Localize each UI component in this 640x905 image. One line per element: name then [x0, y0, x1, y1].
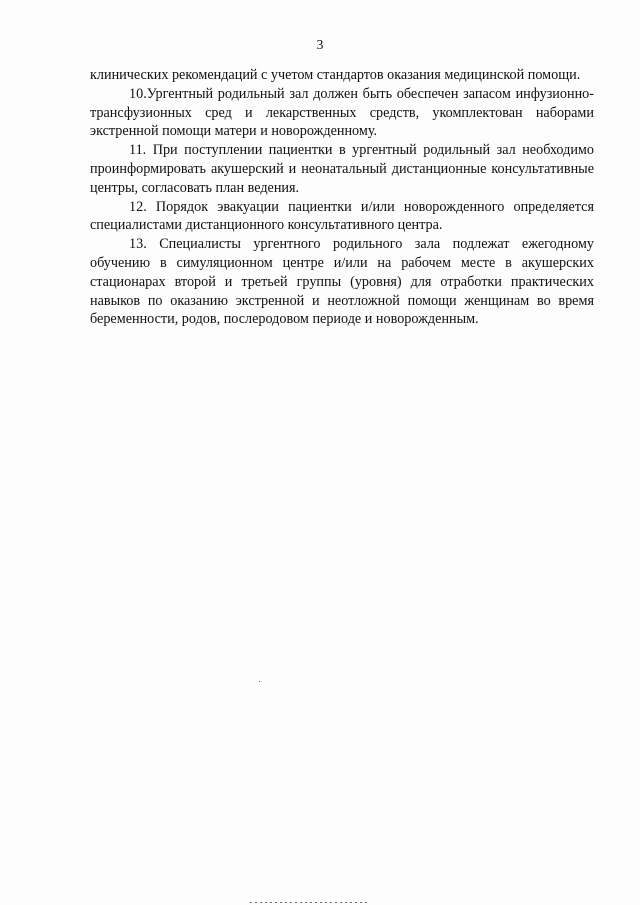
paragraph-item-13: 13. Специалисты ургентного родильного зала подлежат ежегодному обучению в симуляционном центре и/или на рабочем месте в акушерских стационарах второй и третьей группы (уровня) для отработки практических навыков по оказанию экстренной и неотложной помощи женщинам во время беременности, родов, послеродовом периоде и новорожденным.	[90, 236, 594, 328]
paragraph-continuation: клинических рекомендаций с учетом стандартов оказания медицинской помощи.	[90, 67, 581, 83]
paragraph-item-12: 12. Порядок эвакуации пациентки и/или новорожденного определяется специалистами дистанционного консультативного центра.	[90, 198, 594, 234]
scan-edge-mark	[250, 902, 370, 903]
paragraph-item-10: 10.Ургентный родильный зал должен быть обеспечен запасом инфузионно-трансфузионных сред и лекарственных средств, укомплектован наборами экстренной помощи матери и новорожденному.	[90, 85, 594, 140]
scan-speck	[259, 681, 260, 682]
document-body	[90, 66, 594, 329]
page-number: 3	[316, 37, 324, 52]
paragraph-item-11: 11. При поступлении пациентки в ургентный родильный зал необходимо проинформировать акушерский и неонатальный дистанционные консультативные центры, согласовать план ведения.	[90, 142, 594, 196]
